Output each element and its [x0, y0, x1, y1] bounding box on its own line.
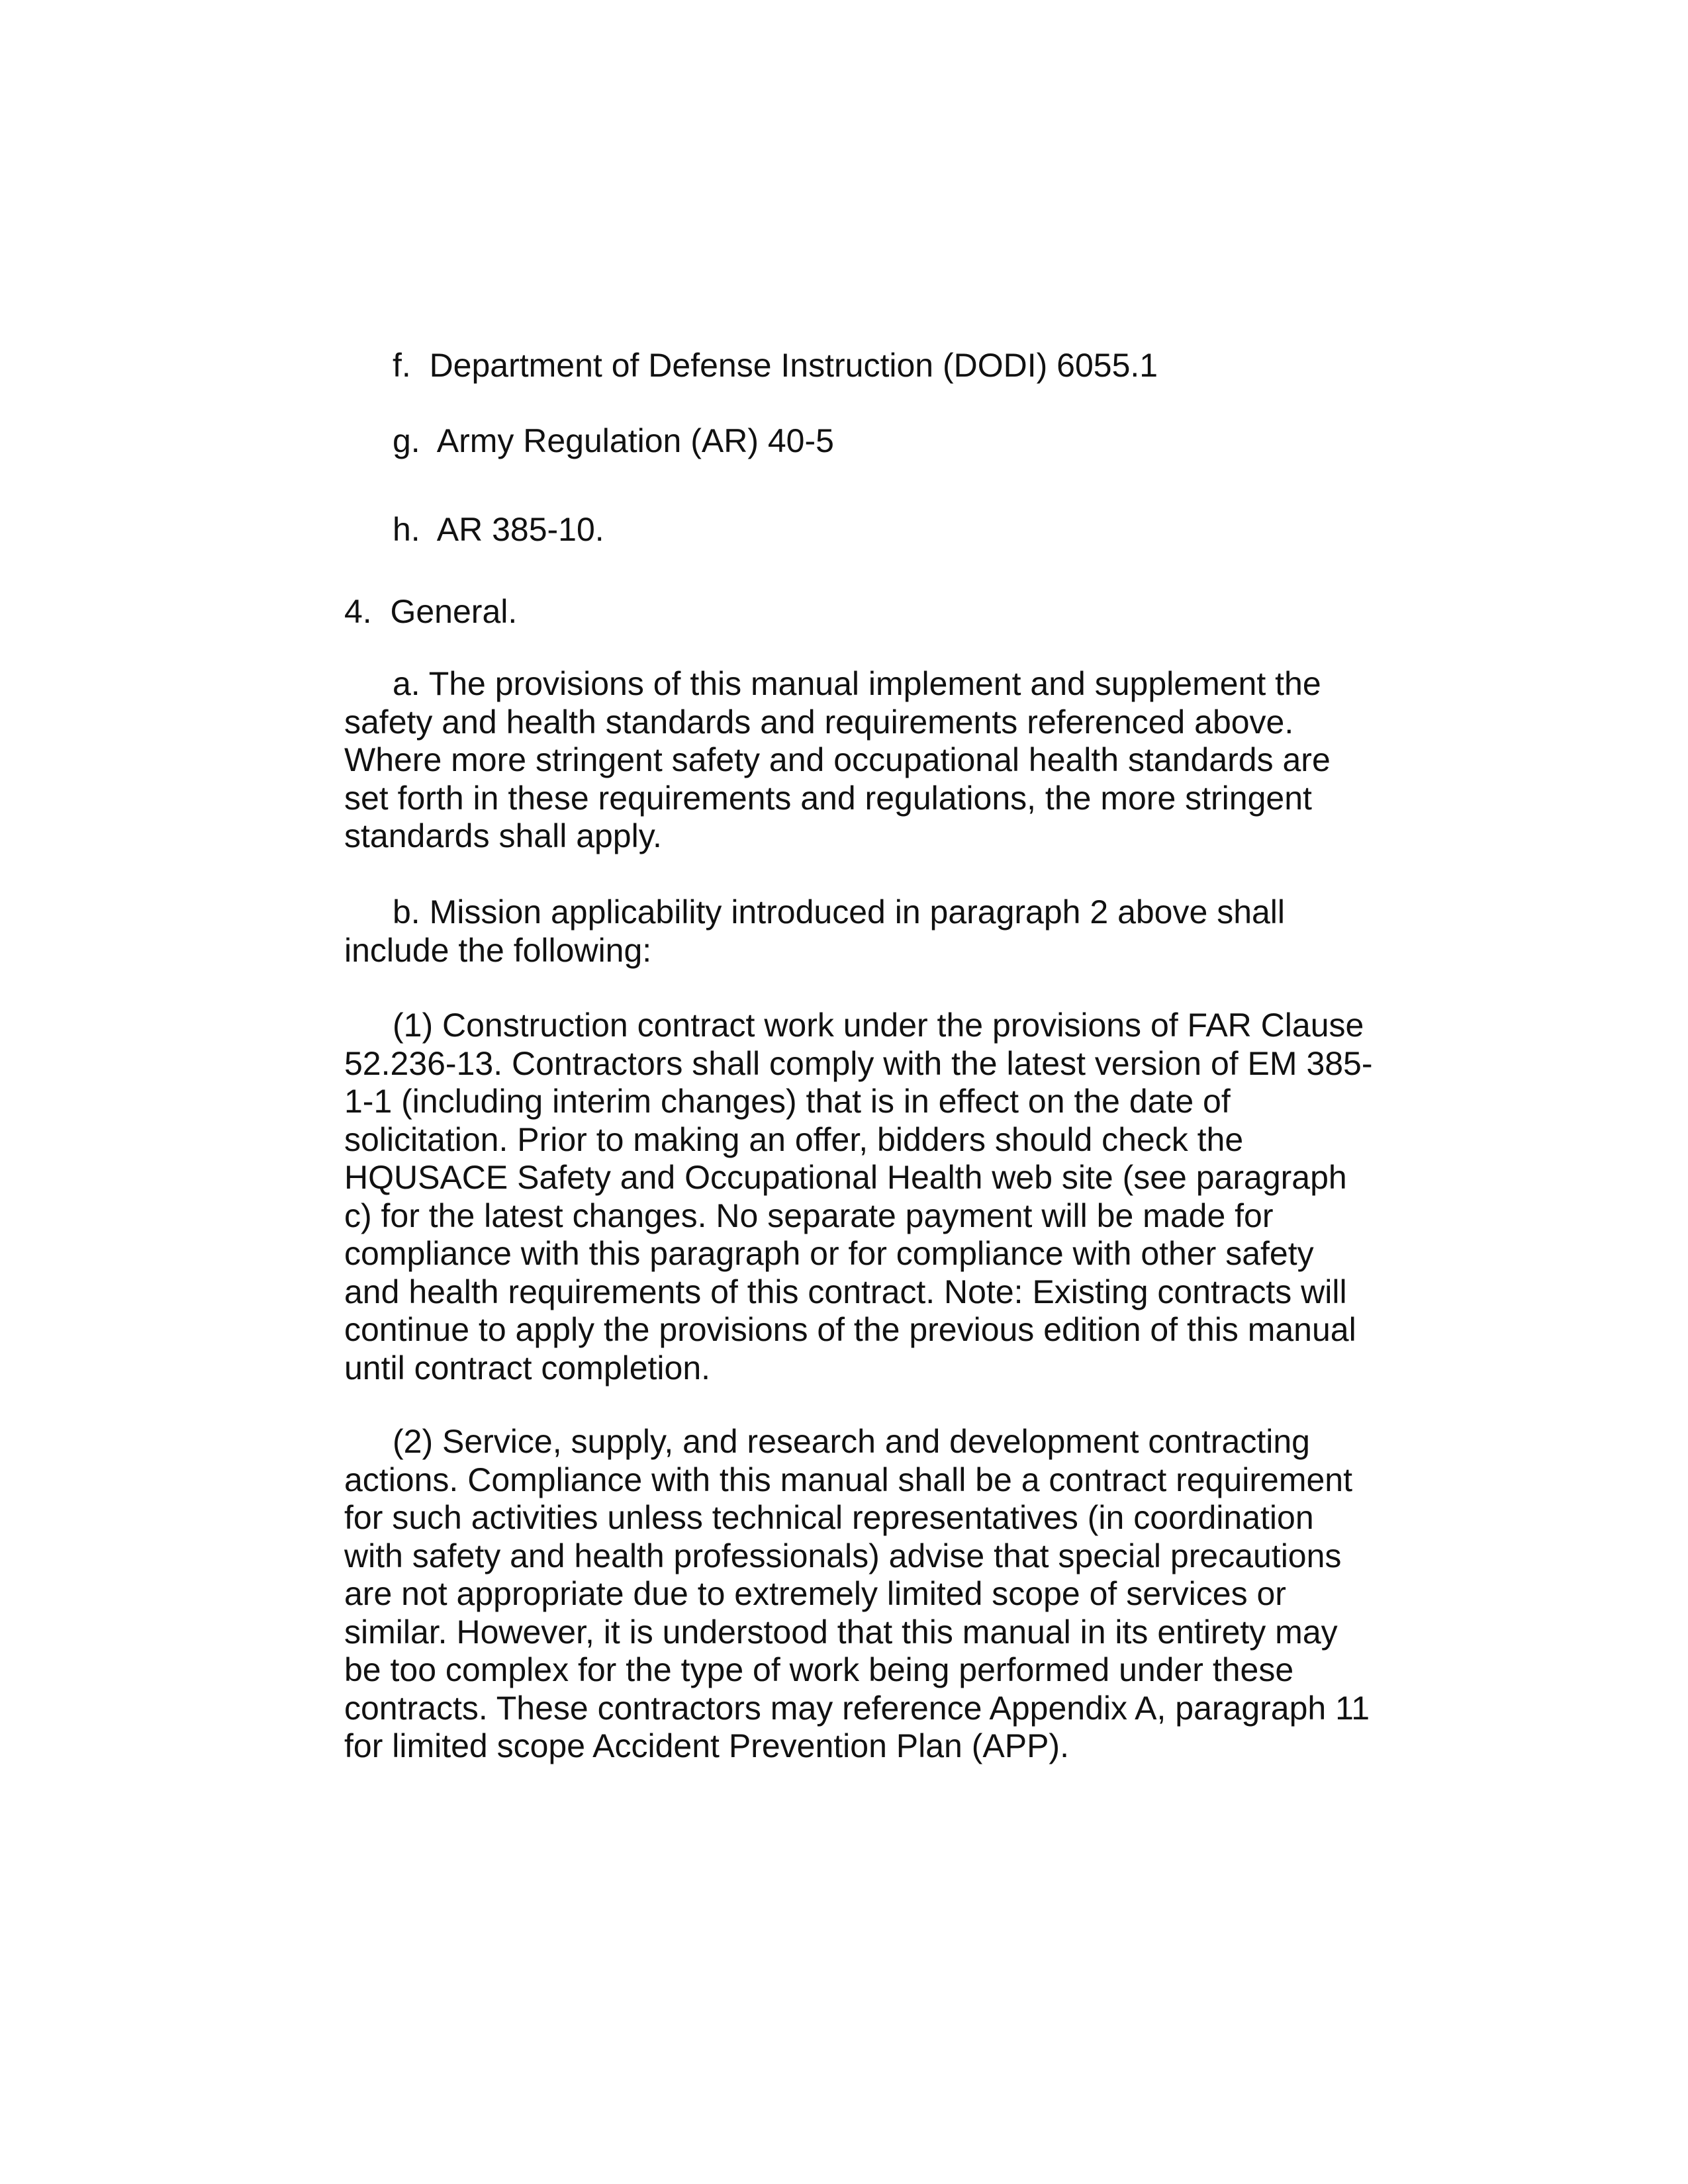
paragraph-b: b. Mission applicability introduced in paragraph 2 above shall include the following:	[344, 893, 1286, 969]
section-heading-general: 4. General.	[344, 593, 518, 630]
paragraph-a: a. The provisions of this manual implement and supplement the safety and health standards and requirements referenced above. Where more stringent safety and occupational health standards are set forth in these requirements and regulations, the more stringent standards shall apply.	[344, 665, 1331, 854]
paragraph-b2: (2) Service, supply, and research and development contracting actions. Compliance with this manual shall be a contract requirement for such activities unless technical representatives (in coordination with safety and health professionals) advise that special precautions are not appropriate due to extremely limited scope of services or similar. However, it is understood that this manual in its entirety may be too complex for the type of work being performed under these contracts. These contractors may reference Appendix A, paragraph 11 for limited scope Accident Prevention Plan (APP).	[344, 1423, 1370, 1764]
reference-g: g. Army Regulation (AR) 40-5	[393, 422, 834, 459]
reference-f: f. Department of Defense Instruction (DODI) 6055.1	[393, 347, 1158, 384]
reference-h: h. AR 385-10.	[393, 511, 604, 548]
paragraph-b1: (1) Construction contract work under the provisions of FAR Clause 52.236-13. Contractors shall comply with the latest version of EM 385-1-1 (including interim changes) that is in effect on the date of solicitation. Prior to making an offer, bidders should check the HQUSACE Safety and Occupational Health web site (see paragraph c) for the latest changes. No separate payment will be made for compliance with this paragraph or for compliance with other safety and health requirements of this contract. Note: Existing contracts will continue to apply the provisions of the previous edition of this manual until contract completion.	[344, 1007, 1373, 1387]
